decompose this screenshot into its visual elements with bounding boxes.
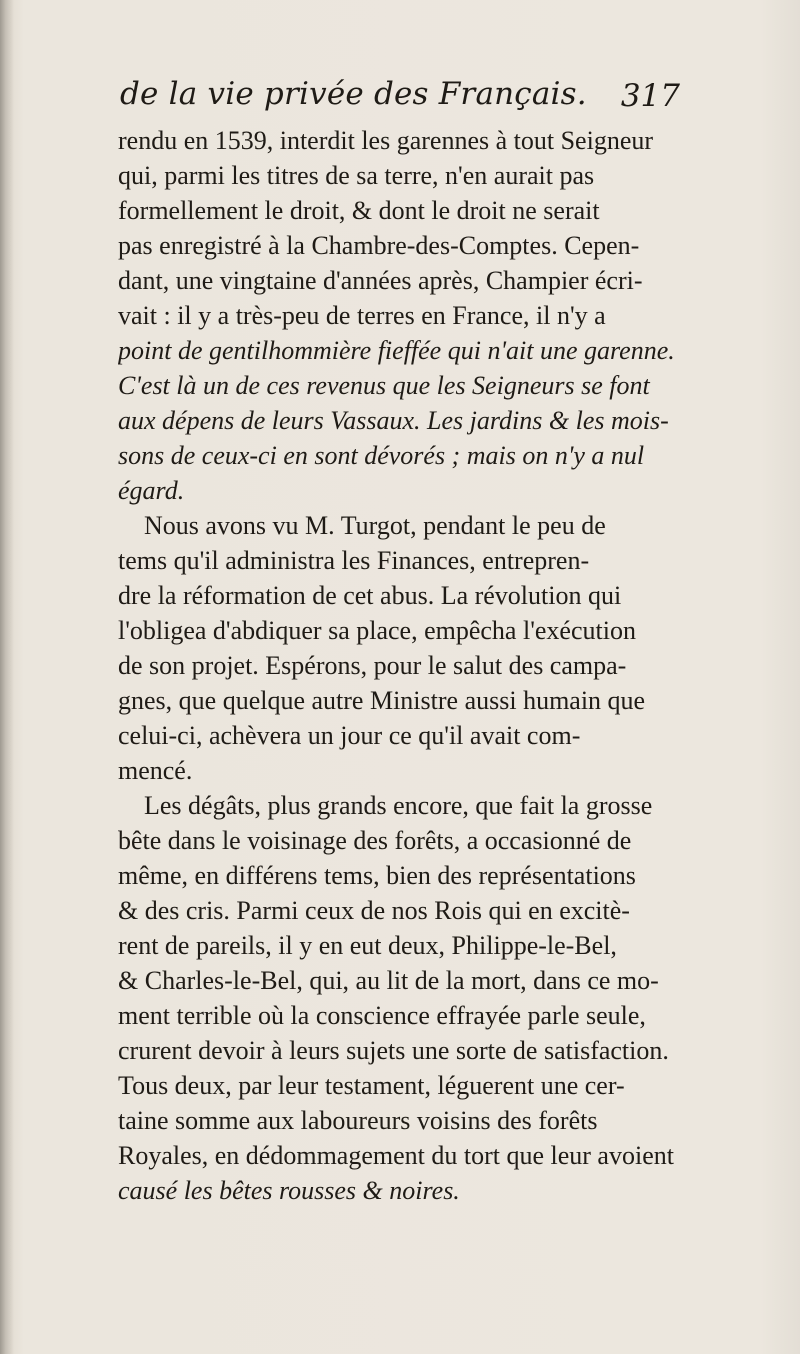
quoted-text-line: égard. [118, 476, 185, 505]
text-line: formellement le droit, & dont le droit ne serait [118, 196, 600, 225]
text-line: tems qu'il administra les Finances, entrepren- [118, 546, 590, 575]
text-line: & des cris. Parmi ceux de nos Rois qui en excitè- [118, 896, 630, 925]
body-text [118, 123, 680, 1263]
quoted-text-line: sons de ceux-ci en sont dévorés ; mais on n'y a nul [118, 441, 645, 470]
quoted-text-line: C'est là un de ces revenus que les Seigneurs se font [118, 371, 650, 400]
page-header [120, 75, 680, 121]
text-line: gnes, que quelque autre Ministre aussi humain que [118, 686, 646, 715]
text-line: dre la réformation de cet abus. La révolution qui [118, 581, 622, 610]
text-line: Royales, en dédommagement du tort que leur avoient [118, 1141, 674, 1170]
text-line: Tous deux, par leur testament, léguerent une cer- [118, 1071, 625, 1100]
text-line: qui, parmi les titres de sa terre, n'en aurait pas [118, 161, 595, 190]
text-line: rent de pareils, il y en eut deux, Philippe-le-Bel, [118, 931, 617, 960]
text-line: pas enregistré à la Chambre-des-Comptes. Cepen- [118, 231, 640, 260]
text-line: vait : il y a très-peu de terres en France, il n'y a [118, 301, 606, 330]
text-line: dant, une vingtaine d'années après, Champier écri- [118, 266, 643, 295]
text-line: rendu en 1539, interdit les garennes à tout Seigneur [118, 126, 654, 155]
text-line: celui-ci, achèvera un jour ce qu'il avait com- [118, 721, 581, 750]
quoted-text-line: aux dépens de leurs Vassaux. Les jardins & les mois- [118, 406, 669, 435]
text-line: de son projet. Espérons, pour le salut des campa- [118, 651, 627, 680]
quoted-text-line: point de gentilhommière fieffée qui n'ait une garenne. [118, 336, 675, 365]
text-line: & Charles-le-Bel, qui, au lit de la mort, dans ce mo- [118, 966, 659, 995]
page-number: 317 [620, 78, 680, 114]
text-line: bête dans le voisinage des forêts, a occasionné de [118, 826, 632, 855]
running-title: de la vie privée des Français. [120, 76, 587, 112]
paragraph-start-line: Les dégâts, plus grands encore, que fait la grosse [144, 791, 653, 820]
text-line: l'obligea d'abdiquer sa place, empêcha l'exécution [118, 616, 636, 645]
text-line: crurent devoir à leurs sujets une sorte de satisfaction. [118, 1036, 669, 1065]
text-line: même, en différens tems, bien des représentations [118, 861, 636, 890]
quoted-text-line: causé les bêtes rousses & noires. [118, 1176, 460, 1205]
page-spine-shadow [0, 0, 14, 1354]
paragraph-start-line: Nous avons vu M. Turgot, pendant le peu de [144, 511, 606, 540]
text-line: ment terrible où la conscience effrayée parle seule, [118, 1001, 646, 1030]
text-line: taine somme aux laboureurs voisins des forêts [118, 1106, 598, 1135]
text-line: mencé. [118, 756, 193, 785]
